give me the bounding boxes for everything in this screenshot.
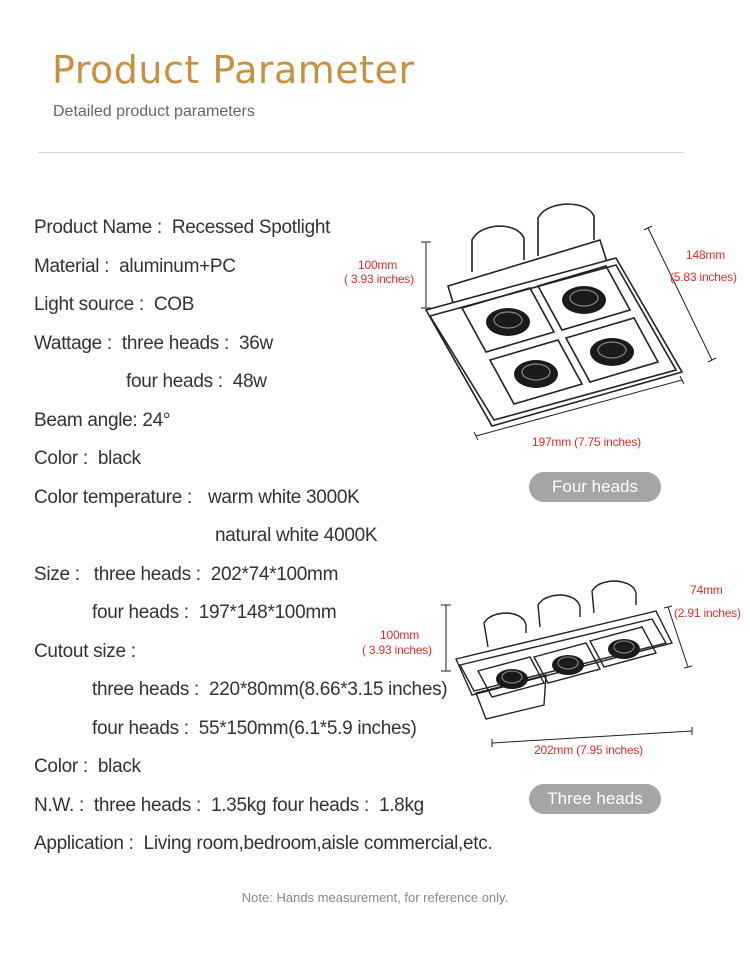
four-height-in: ( 3.93 inches) — [344, 272, 414, 286]
four-depth-mm: 148mm — [686, 248, 726, 262]
spec-value: 220*80mm(8.66*3.15 inches) — [209, 679, 448, 700]
spec-value: 1.8kg — [378, 795, 424, 816]
spec-value: 36w — [238, 333, 273, 354]
spec-value: warm white 3000K — [207, 487, 360, 508]
spec-value: black — [97, 756, 141, 777]
spec-cutout-four — [92, 718, 417, 740]
three-height-mm: 100mm — [380, 628, 420, 642]
spec-label: Size : — [34, 564, 80, 585]
spec-wattage-four — [126, 371, 267, 393]
spec-label: Color : — [34, 756, 88, 777]
spec-value: 55*150mm(6.1*5.9 inches) — [198, 718, 417, 739]
spec-label: Color : — [34, 448, 88, 469]
spec-value: Recessed Spotlight — [171, 217, 331, 238]
three-heads-badge: Three heads — [529, 784, 661, 814]
spec-application — [34, 833, 492, 855]
spec-sublabel: four heads : — [92, 602, 189, 623]
spec-label: Application : — [34, 833, 134, 854]
spec-value: 48w — [232, 371, 267, 392]
spec-size-four — [92, 602, 336, 624]
three-width: 202mm (7.95 inches) — [534, 743, 643, 757]
spec-value: 202*74*100mm — [210, 564, 339, 585]
header-divider — [38, 152, 684, 153]
spec-cutout-three — [92, 679, 447, 701]
four-width: 197mm (7.75 inches) — [532, 435, 641, 449]
page-title: Product Parameter — [52, 48, 415, 92]
spec-value: 197*148*100mm — [198, 602, 337, 623]
spec-label: Light source : — [34, 294, 144, 315]
spec-label: Wattage : — [34, 333, 112, 354]
spec-cutout-size: Cutout size : — [34, 641, 136, 662]
spec-sublabel: three heads : — [92, 679, 200, 700]
spec-size — [34, 564, 338, 586]
three-heads-product-image — [420, 575, 710, 755]
spec-color-temperature — [34, 487, 359, 509]
spec-label: Material : — [34, 256, 110, 277]
spec-label: Product Name : — [34, 217, 162, 238]
spec-value: black — [97, 448, 141, 469]
four-heads-badge: Four heads — [529, 472, 661, 502]
four-heads-product-image — [420, 200, 710, 450]
spec-label: N.W. : — [34, 795, 84, 816]
spec-sublabel: three heads : — [93, 795, 201, 816]
spec-sublabel: four heads : — [92, 718, 189, 739]
three-depth-in: (2.91 inches) — [674, 606, 741, 620]
four-height-mm: 100mm — [358, 258, 398, 272]
spec-beam-angle: Beam angle: 24° — [34, 410, 171, 431]
spec-sublabel: three heads : — [93, 564, 201, 585]
spec-color-temperature-2: natural white 4000K — [215, 525, 378, 546]
spec-value: 1.35kg — [210, 795, 267, 816]
four-depth-in: (5.83 inches) — [670, 270, 737, 284]
spec-color — [34, 448, 141, 470]
spec-color-2 — [34, 756, 141, 778]
spec-sublabel: four heads : — [272, 795, 369, 816]
spec-material — [34, 256, 236, 278]
spec-product-name — [34, 217, 330, 239]
spec-light-source — [34, 294, 194, 316]
spec-label: Color temperature : — [34, 487, 192, 508]
three-height-in: ( 3.93 inches) — [362, 643, 432, 657]
three-depth-mm: 74mm — [690, 583, 723, 597]
page-subtitle: Detailed product parameters — [53, 103, 255, 120]
spec-value: COB — [153, 294, 195, 315]
spec-value: Living room,bedroom,aisle commercial,etc. — [143, 833, 493, 854]
spec-net-weight — [34, 795, 424, 817]
spec-sublabel: four heads : — [126, 371, 223, 392]
spec-value: aluminum+PC — [119, 256, 236, 277]
spec-wattage — [34, 333, 273, 355]
spec-sublabel: three heads : — [121, 333, 229, 354]
footer-note: Note: Hands measurement, for reference only. — [241, 890, 509, 905]
